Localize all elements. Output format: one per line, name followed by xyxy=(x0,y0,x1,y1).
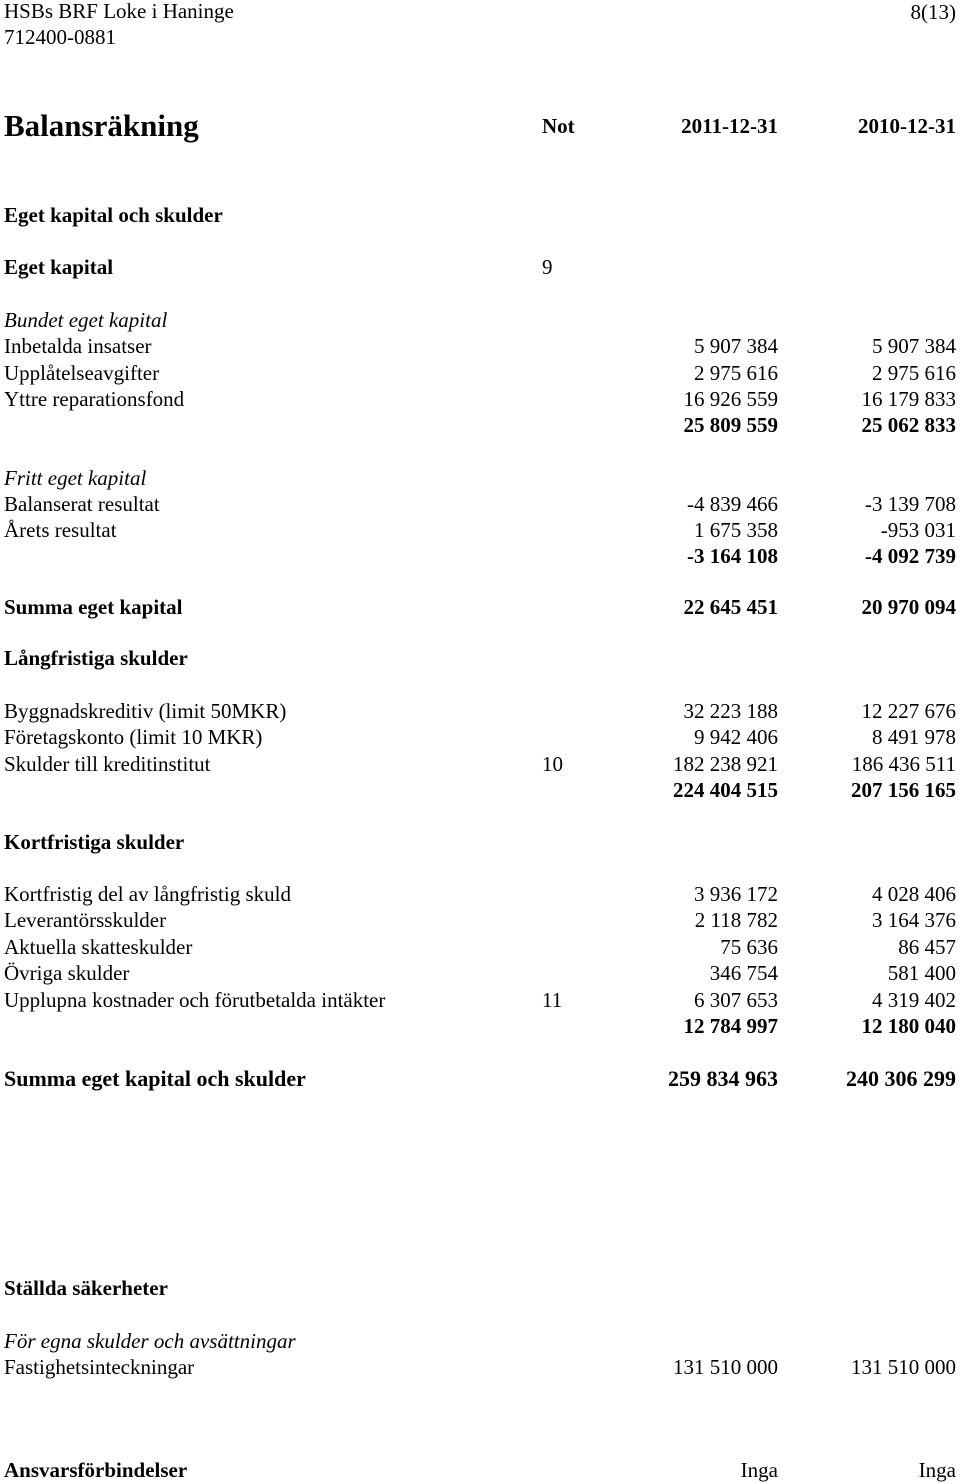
value-2011: 9 942 406 xyxy=(694,725,778,749)
row-label: För egna skulder och avsättningar xyxy=(4,1329,296,1353)
table-row xyxy=(4,751,956,777)
row-label: Ställda säkerheter xyxy=(4,1276,168,1300)
value-2011: 6 307 653 xyxy=(694,988,778,1012)
value-2010: 3 164 376 xyxy=(872,908,956,932)
row-label: Årets resultat xyxy=(4,518,117,542)
value-2011: -3 164 108 xyxy=(687,544,778,568)
row-label: Summa eget kapital och skulder xyxy=(4,1066,306,1091)
row-label: Balanserat resultat xyxy=(4,492,160,516)
value-2010: 581 400 xyxy=(887,961,956,985)
page-title: Balansräkning xyxy=(4,108,199,143)
total-row xyxy=(4,594,956,620)
value-2011: 346 754 xyxy=(709,961,778,985)
value-2011: 2 975 616 xyxy=(694,361,778,385)
section-heading xyxy=(4,829,956,855)
row-label: Kortfristig del av långfristig skuld xyxy=(4,882,291,906)
value-2010: 240 306 299 xyxy=(846,1066,956,1091)
value-2011: 32 223 188 xyxy=(683,699,778,723)
row-label: Leverantörsskulder xyxy=(4,908,167,932)
row-label: Eget kapital xyxy=(4,255,114,279)
value-2010: 186 436 511 xyxy=(851,752,956,776)
subtotal-row xyxy=(4,543,956,569)
value-2011: 182 238 921 xyxy=(673,752,778,776)
value-2010: 20 970 094 xyxy=(861,595,956,619)
subtotal-row xyxy=(4,412,956,438)
value-2011: 5 907 384 xyxy=(694,334,778,358)
row-note: 10 xyxy=(542,752,563,776)
row-label: Upplåtelseavgifter xyxy=(4,361,160,385)
value-2010: -4 092 739 xyxy=(865,544,956,568)
row-label: Företagskonto (limit 10 MKR) xyxy=(4,725,263,749)
year-2010-header: 2010-12-31 xyxy=(858,114,956,138)
value-2010: 207 156 165 xyxy=(851,778,956,802)
row-label: Långfristiga skulder xyxy=(4,646,188,670)
value-2010: 8 491 978 xyxy=(872,725,956,749)
value-2011: 1 675 358 xyxy=(694,518,778,542)
row-note: 11 xyxy=(542,988,563,1012)
title-row xyxy=(4,108,956,144)
page-number: 8(13) xyxy=(910,0,956,24)
table-row xyxy=(4,517,956,543)
org-number: 712400-0881 xyxy=(4,25,116,49)
value-2010: 2 975 616 xyxy=(872,361,956,385)
row-label: Yttre reparationsfond xyxy=(4,387,185,411)
value-2010: Inga xyxy=(918,1458,956,1482)
year-2011-header: 2011-12-31 xyxy=(681,114,778,138)
subsection-heading xyxy=(4,307,956,333)
value-2011: 224 404 515 xyxy=(673,778,778,802)
table-row xyxy=(4,360,956,386)
row-label: Byggnadskreditiv (limit 50MKR) xyxy=(4,699,287,723)
value-2010: 12 180 040 xyxy=(861,1014,956,1038)
value-2011: 2 118 782 xyxy=(694,908,778,932)
value-2010: 12 227 676 xyxy=(861,699,956,723)
subsection-heading xyxy=(4,1328,956,1354)
value-2010: 25 062 833 xyxy=(861,413,956,437)
value-2010: 131 510 000 xyxy=(851,1355,956,1379)
row-label: Aktuella skatteskulder xyxy=(4,935,193,959)
table-row xyxy=(4,491,956,517)
table-row xyxy=(4,386,956,412)
value-2011: 16 926 559 xyxy=(683,387,778,411)
value-2010: 4 028 406 xyxy=(872,882,956,906)
value-2011: 259 834 963 xyxy=(668,1066,778,1091)
grand-total-row xyxy=(4,1066,956,1092)
table-row xyxy=(4,987,956,1013)
page-header xyxy=(4,0,956,56)
value-2010: 4 319 402 xyxy=(872,988,956,1012)
note-column-header: Not xyxy=(542,114,575,138)
org-name: HSBs BRF Loke i Haninge xyxy=(4,0,234,23)
section-heading xyxy=(4,202,956,228)
row-label: Upplupna kostnader och förutbetalda intäkter xyxy=(4,988,386,1012)
table-row xyxy=(4,1457,956,1483)
row-note: 9 xyxy=(542,255,553,279)
row-label: Eget kapital och skulder xyxy=(4,203,223,227)
subtotal-row xyxy=(4,777,956,803)
value-2010: 5 907 384 xyxy=(872,334,956,358)
table-row xyxy=(4,934,956,960)
table-row xyxy=(4,960,956,986)
value-2011: -4 839 466 xyxy=(687,492,778,516)
section-heading xyxy=(4,1275,956,1301)
row-label: Kortfristiga skulder xyxy=(4,830,185,854)
row-label: Ansvarsförbindelser xyxy=(4,1458,188,1482)
value-2011: 22 645 451 xyxy=(683,595,778,619)
row-label: Fastighetsinteckningar xyxy=(4,1355,195,1379)
row-label: Fritt eget kapital xyxy=(4,466,147,490)
value-2011: 75 636 xyxy=(720,935,778,959)
table-row xyxy=(4,907,956,933)
table-row xyxy=(4,698,956,724)
row-label: Skulder till kreditinstitut xyxy=(4,752,211,776)
row-label: Inbetalda insatser xyxy=(4,334,152,358)
subtotal-row xyxy=(4,1013,956,1039)
table-row xyxy=(4,333,956,359)
table-row xyxy=(4,1354,956,1380)
subsection-heading xyxy=(4,465,956,491)
value-2011: 3 936 172 xyxy=(694,882,778,906)
value-2010: -953 031 xyxy=(880,518,956,542)
row-label: Bundet eget kapital xyxy=(4,308,168,332)
value-2011: 25 809 559 xyxy=(683,413,778,437)
value-2011: 12 784 997 xyxy=(683,1014,778,1038)
row-label: Övriga skulder xyxy=(4,961,130,985)
value-2011: Inga xyxy=(740,1458,778,1482)
value-2010: 86 457 xyxy=(898,935,956,959)
table-row xyxy=(4,724,956,750)
section-heading xyxy=(4,254,956,280)
value-2011: 131 510 000 xyxy=(673,1355,778,1379)
row-label: Summa eget kapital xyxy=(4,595,183,619)
section-heading xyxy=(4,645,956,671)
table-row xyxy=(4,881,956,907)
value-2010: -3 139 708 xyxy=(865,492,956,516)
value-2010: 16 179 833 xyxy=(861,387,956,411)
